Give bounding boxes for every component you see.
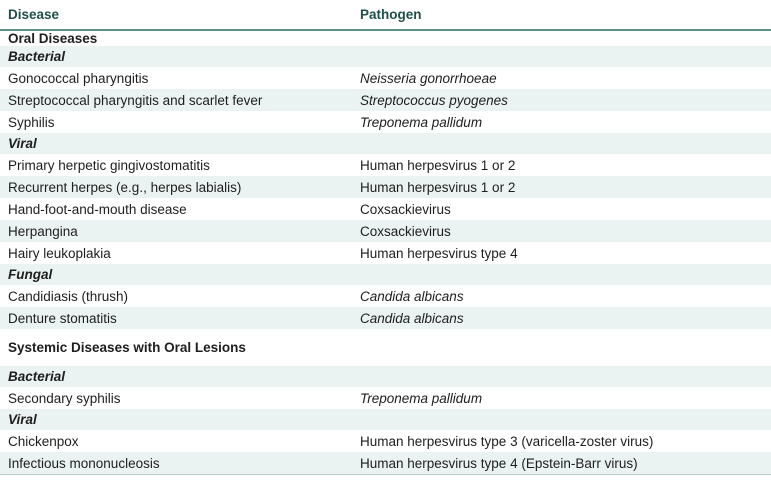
disease-cell: Chickenpox (8, 433, 79, 449)
pathogen-cell: Human herpesvirus type 4 (360, 245, 518, 261)
disease-cell: Streptococcal pharyngitis and scarlet fever (0, 89, 352, 111)
section-title: Systemic Diseases with Oral Lesions (8, 340, 246, 355)
group-row (0, 46, 771, 67)
pathogen-cell: Human herpesvirus type 3 (varicella-zoster virus) (360, 433, 654, 449)
header-disease: Disease (0, 0, 352, 30)
table-row (0, 430, 771, 452)
disease-cell: Recurrent herpes (e.g., herpes labialis) (0, 176, 352, 198)
group-empty (352, 46, 771, 67)
table-row (0, 307, 771, 329)
table-row (0, 198, 771, 220)
table-row (0, 89, 771, 111)
table-row (0, 176, 771, 198)
pathogen-cell: Candida albicans (352, 307, 771, 329)
disease-cell: Gonococcal pharyngitis (8, 70, 149, 86)
pathogen-cell: Neisseria gonorrhoeae (360, 70, 497, 86)
group-label: Bacterial (0, 366, 352, 387)
disease-cell: Herpangina (0, 220, 352, 242)
disease-cell: Infectious mononucleosis (0, 452, 352, 475)
section-row (0, 329, 771, 366)
disease-cell: Candidiasis (thrush) (8, 288, 129, 304)
section-empty (352, 30, 771, 46)
disease-cell: Primary herpetic gingivostomatitis (8, 157, 210, 173)
pathogen-cell: Coxsackievirus (360, 201, 451, 217)
table-body (0, 30, 771, 475)
header-row (0, 0, 771, 30)
group-empty (352, 366, 771, 387)
group-label: Viral (0, 133, 352, 154)
group-empty (352, 133, 771, 154)
section-empty (352, 329, 771, 366)
group-row (0, 409, 771, 430)
pathogen-cell: Treponema pallidum (360, 114, 483, 130)
table-row (0, 285, 771, 307)
group-label: Bacterial (0, 46, 352, 67)
table-row (0, 154, 771, 176)
header-pathogen: Pathogen (352, 0, 771, 30)
pathogen-cell: Human herpesvirus 1 or 2 (352, 176, 771, 198)
table-row (0, 220, 771, 242)
disease-cell: Secondary syphilis (8, 390, 121, 406)
pathogen-cell: Human herpesvirus type 4 (Epstein-Barr virus) (352, 452, 771, 475)
group-row (0, 366, 771, 387)
pathogen-cell: Streptococcus pyogenes (352, 89, 771, 111)
disease-cell: Hairy leukoplakia (8, 245, 111, 261)
group-row (0, 264, 771, 285)
section-title: Oral Diseases (8, 31, 98, 46)
group-label: Fungal (0, 264, 352, 285)
group-row (0, 133, 771, 154)
disease-cell: Hand-foot-and-mouth disease (8, 201, 187, 217)
group-label: Viral (0, 409, 352, 430)
pathogen-cell: Candida albicans (360, 288, 464, 304)
table-row (0, 242, 771, 264)
pathogen-cell: Human herpesvirus 1 or 2 (360, 157, 516, 173)
table-row (0, 67, 771, 89)
table-row (0, 452, 771, 475)
table-row (0, 111, 771, 133)
group-empty (352, 409, 771, 430)
disease-cell: Syphilis (8, 114, 55, 130)
group-empty (352, 264, 771, 285)
table-row (0, 387, 771, 409)
disease-cell: Denture stomatitis (0, 307, 352, 329)
pathogen-cell: Treponema pallidum (360, 390, 483, 406)
section-row (0, 30, 771, 46)
pathogen-cell: Coxsackievirus (352, 220, 771, 242)
